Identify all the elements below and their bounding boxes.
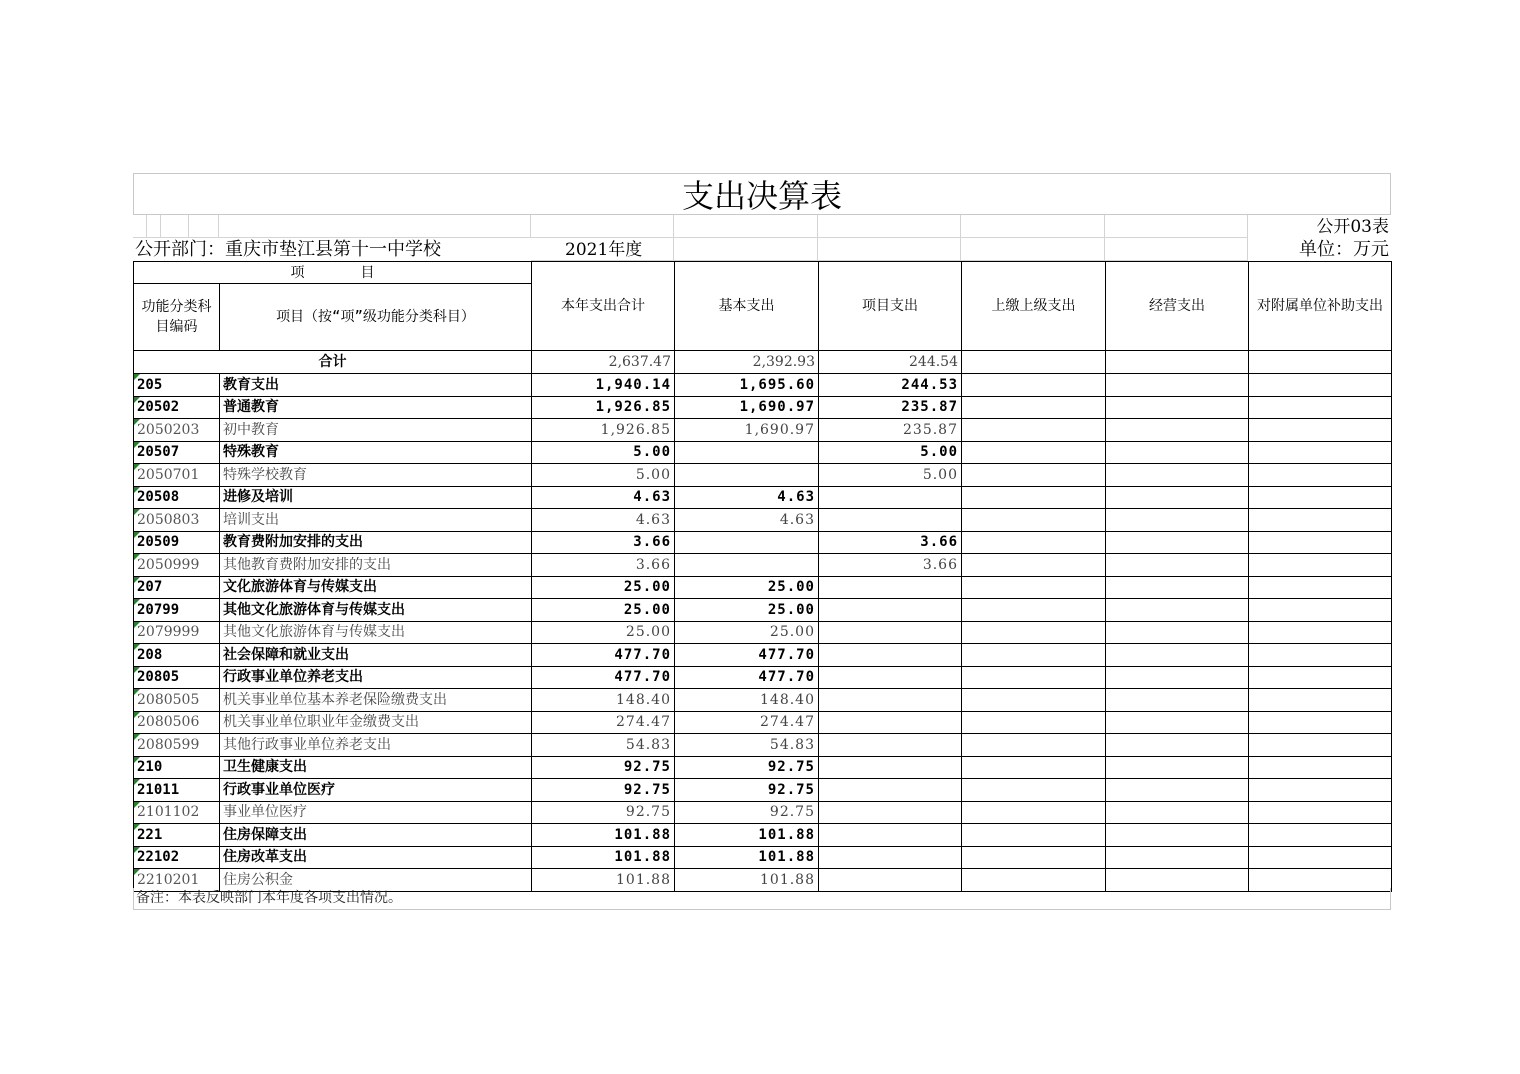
row-project — [819, 576, 962, 599]
row-subsidy — [1249, 396, 1392, 419]
total-upper — [962, 351, 1106, 374]
row-name: 事业单位医疗 — [220, 801, 532, 824]
row-code: 2080505 — [134, 689, 220, 712]
row-upper — [962, 419, 1106, 442]
row-total: 101.88 — [532, 824, 675, 847]
row-total: 5.00 — [532, 441, 675, 464]
table-row — [134, 689, 1392, 712]
row-code: 2101102 — [134, 801, 220, 824]
row-name: 特殊学校教育 — [220, 464, 532, 487]
grid-cell — [189, 215, 219, 238]
row-upper — [962, 486, 1106, 509]
row-business — [1106, 396, 1249, 419]
row-business — [1106, 599, 1249, 622]
row-total: 92.75 — [532, 801, 675, 824]
row-upper — [962, 666, 1106, 689]
row-name: 教育费附加安排的支出 — [220, 531, 532, 554]
row-upper — [962, 756, 1106, 779]
row-basic — [675, 531, 819, 554]
row-basic: 1,690.97 — [675, 419, 819, 442]
row-business — [1106, 756, 1249, 779]
row-project: 3.66 — [819, 554, 962, 577]
row-subsidy — [1249, 599, 1392, 622]
row-code: 207 — [134, 576, 220, 599]
row-upper — [962, 599, 1106, 622]
row-upper — [962, 824, 1106, 847]
header-code: 功能分类科目编码 — [134, 284, 220, 351]
row-basic: 25.00 — [675, 621, 819, 644]
table-row — [134, 509, 1392, 532]
row-upper — [962, 846, 1106, 869]
table-row — [134, 464, 1392, 487]
row-project: 235.87 — [819, 396, 962, 419]
row-business — [1106, 801, 1249, 824]
row-name: 住房保障支出 — [220, 824, 532, 847]
row-project: 235.87 — [819, 419, 962, 442]
header-total: 本年支出合计 — [532, 262, 675, 351]
grid-cell — [961, 238, 1105, 261]
form-number: 公开03表 — [1316, 217, 1389, 237]
department-row — [133, 238, 1391, 261]
row-basic: 101.88 — [675, 869, 819, 892]
row-code: 208 — [134, 644, 220, 667]
row-code: 2050203 — [134, 419, 220, 442]
sheet-title: 支出决算表 — [133, 173, 1391, 215]
row-code: 20508 — [134, 486, 220, 509]
row-code: 20509 — [134, 531, 220, 554]
row-project — [819, 689, 962, 712]
row-project: 244.53 — [819, 374, 962, 397]
row-business — [1106, 419, 1249, 442]
row-upper — [962, 644, 1106, 667]
row-total: 54.83 — [532, 734, 675, 757]
row-total: 5.00 — [532, 464, 675, 487]
row-business — [1106, 689, 1249, 712]
row-total: 4.63 — [532, 486, 675, 509]
row-business — [1106, 779, 1249, 802]
row-name: 机关事业单位基本养老保险缴费支出 — [220, 689, 532, 712]
row-project — [819, 666, 962, 689]
header-subsidy: 对附属单位补助支出 — [1249, 262, 1392, 351]
row-total: 1,940.14 — [532, 374, 675, 397]
table-row — [134, 486, 1392, 509]
table-row — [134, 374, 1392, 397]
form-number-row — [133, 215, 1391, 238]
row-total: 3.66 — [532, 554, 675, 577]
row-subsidy — [1249, 779, 1392, 802]
year-label: 2021年度 — [565, 240, 643, 260]
row-basic: 1,690.97 — [675, 396, 819, 419]
row-basic: 25.00 — [675, 576, 819, 599]
row-subsidy — [1249, 711, 1392, 734]
row-project: 5.00 — [819, 464, 962, 487]
row-total: 477.70 — [532, 666, 675, 689]
row-subsidy — [1249, 441, 1392, 464]
row-business — [1106, 846, 1249, 869]
table-row — [134, 441, 1392, 464]
row-subsidy — [1249, 734, 1392, 757]
header-project: 项 目 — [134, 262, 532, 284]
row-name: 卫生健康支出 — [220, 756, 532, 779]
row-total: 3.66 — [532, 531, 675, 554]
row-upper — [962, 464, 1106, 487]
row-name: 教育支出 — [220, 374, 532, 397]
row-upper — [962, 509, 1106, 532]
row-name: 进修及培训 — [220, 486, 532, 509]
row-total: 92.75 — [532, 779, 675, 802]
row-upper — [962, 374, 1106, 397]
row-code: 20799 — [134, 599, 220, 622]
row-name: 其他教育费附加安排的支出 — [220, 554, 532, 577]
row-subsidy — [1249, 756, 1392, 779]
header-basic: 基本支出 — [675, 262, 819, 351]
row-subsidy — [1249, 666, 1392, 689]
row-upper — [962, 801, 1106, 824]
row-subsidy — [1249, 644, 1392, 667]
row-subsidy — [1249, 509, 1392, 532]
table-row — [134, 576, 1392, 599]
table-row — [134, 734, 1392, 757]
row-code: 22102 — [134, 846, 220, 869]
row-code: 21011 — [134, 779, 220, 802]
row-code: 2079999 — [134, 621, 220, 644]
row-subsidy — [1249, 531, 1392, 554]
row-business — [1106, 576, 1249, 599]
table-row — [134, 644, 1392, 667]
unit-label: 单位：万元 — [1299, 239, 1389, 260]
row-upper — [962, 441, 1106, 464]
row-total: 101.88 — [532, 846, 675, 869]
row-code: 20502 — [134, 396, 220, 419]
row-project — [819, 734, 962, 757]
row-code: 20507 — [134, 441, 220, 464]
row-code: 2050999 — [134, 554, 220, 577]
row-subsidy — [1249, 801, 1392, 824]
table-row — [134, 666, 1392, 689]
row-name: 培训支出 — [220, 509, 532, 532]
row-project — [819, 779, 962, 802]
row-basic: 101.88 — [675, 846, 819, 869]
row-project: 5.00 — [819, 441, 962, 464]
grid-cell — [161, 215, 189, 238]
row-name: 机关事业单位职业年金缴费支出 — [220, 711, 532, 734]
row-business — [1106, 666, 1249, 689]
row-project — [819, 711, 962, 734]
grid-cell — [818, 238, 961, 261]
row-basic: 92.75 — [675, 801, 819, 824]
row-business — [1106, 644, 1249, 667]
table-row — [134, 599, 1392, 622]
row-business — [1106, 554, 1249, 577]
row-project — [819, 756, 962, 779]
row-basic — [675, 554, 819, 577]
row-project — [819, 644, 962, 667]
total-project: 244.54 — [819, 351, 962, 374]
table-row — [134, 756, 1392, 779]
row-total: 1,926.85 — [532, 396, 675, 419]
row-business — [1106, 374, 1249, 397]
row-upper — [962, 734, 1106, 757]
row-total: 1,926.85 — [532, 419, 675, 442]
row-code: 2050803 — [134, 509, 220, 532]
table-row — [134, 779, 1392, 802]
row-project — [819, 801, 962, 824]
row-total: 101.88 — [532, 869, 675, 892]
row-project — [819, 621, 962, 644]
row-name: 其他文化旅游体育与传媒支出 — [220, 599, 532, 622]
row-project — [819, 509, 962, 532]
row-business — [1106, 734, 1249, 757]
row-subsidy — [1249, 486, 1392, 509]
table-row — [134, 621, 1392, 644]
total-amount: 2,637.47 — [532, 351, 675, 374]
row-basic: 274.47 — [675, 711, 819, 734]
row-subsidy — [1249, 419, 1392, 442]
grid-cell — [1105, 238, 1248, 261]
grid-cell — [961, 215, 1105, 238]
table-row — [134, 711, 1392, 734]
row-total: 25.00 — [532, 621, 675, 644]
row-upper — [962, 554, 1106, 577]
total-business — [1106, 351, 1249, 374]
row-upper — [962, 396, 1106, 419]
row-total: 4.63 — [532, 509, 675, 532]
row-total: 25.00 — [532, 576, 675, 599]
row-total: 25.00 — [532, 599, 675, 622]
header-name: 项目（按“项”级功能分类科目） — [220, 284, 532, 351]
row-business — [1106, 824, 1249, 847]
row-total: 274.47 — [532, 711, 675, 734]
row-name: 社会保障和就业支出 — [220, 644, 532, 667]
row-basic — [675, 441, 819, 464]
expenditure-table — [133, 261, 1392, 892]
table-row — [134, 419, 1392, 442]
row-total: 92.75 — [532, 756, 675, 779]
row-code: 221 — [134, 824, 220, 847]
table-row — [134, 846, 1392, 869]
row-subsidy — [1249, 846, 1392, 869]
row-basic: 477.70 — [675, 666, 819, 689]
row-name: 其他文化旅游体育与传媒支出 — [220, 621, 532, 644]
row-subsidy — [1249, 824, 1392, 847]
total-label: 合计 — [134, 351, 532, 374]
row-basic: 92.75 — [675, 756, 819, 779]
row-business — [1106, 531, 1249, 554]
row-basic: 92.75 — [675, 779, 819, 802]
row-subsidy — [1249, 464, 1392, 487]
row-code: 2080506 — [134, 711, 220, 734]
total-row — [134, 351, 1392, 374]
row-upper — [962, 531, 1106, 554]
total-subsidy — [1249, 351, 1392, 374]
row-name: 行政事业单位医疗 — [220, 779, 532, 802]
row-business — [1106, 464, 1249, 487]
row-business — [1106, 711, 1249, 734]
grid-cell — [133, 215, 147, 238]
row-name: 住房改革支出 — [220, 846, 532, 869]
row-upper — [962, 779, 1106, 802]
grid-cell — [147, 215, 161, 238]
row-project — [819, 824, 962, 847]
table-row — [134, 531, 1392, 554]
row-project — [819, 846, 962, 869]
row-upper — [962, 689, 1106, 712]
row-business — [1106, 621, 1249, 644]
row-code: 205 — [134, 374, 220, 397]
table-row — [134, 396, 1392, 419]
row-business — [1106, 486, 1249, 509]
row-code: 2050701 — [134, 464, 220, 487]
grid-cell — [219, 215, 531, 238]
row-total: 148.40 — [532, 689, 675, 712]
row-name: 特殊教育 — [220, 441, 532, 464]
row-name: 普通教育 — [220, 396, 532, 419]
row-code: 20805 — [134, 666, 220, 689]
row-basic: 148.40 — [675, 689, 819, 712]
row-subsidy — [1249, 374, 1392, 397]
row-project — [819, 486, 962, 509]
row-business — [1106, 509, 1249, 532]
grid-cell — [531, 215, 674, 238]
table-row — [134, 554, 1392, 577]
row-upper — [962, 711, 1106, 734]
grid-cell — [818, 215, 961, 238]
grid-cell — [674, 238, 818, 261]
row-upper — [962, 621, 1106, 644]
row-name: 行政事业单位养老支出 — [220, 666, 532, 689]
row-project — [819, 599, 962, 622]
department-label: 公开部门：重庆市垫江县第十一中学校 — [135, 239, 441, 260]
row-project: 3.66 — [819, 531, 962, 554]
row-name: 其他行政事业单位养老支出 — [220, 734, 532, 757]
row-basic: 101.88 — [675, 824, 819, 847]
table-row — [134, 801, 1392, 824]
row-basic — [675, 464, 819, 487]
row-subsidy — [1249, 554, 1392, 577]
row-basic: 4.63 — [675, 509, 819, 532]
total-basic: 2,392.93 — [675, 351, 819, 374]
header-upper: 上缴上级支出 — [962, 262, 1106, 351]
row-name: 文化旅游体育与传媒支出 — [220, 576, 532, 599]
row-basic: 25.00 — [675, 599, 819, 622]
row-business — [1106, 441, 1249, 464]
header-business: 经营支出 — [1106, 262, 1249, 351]
table-note: 备注：本表反映部门本年度各项支出情况。 — [133, 888, 1391, 910]
row-name: 住房公积金 — [220, 869, 532, 892]
row-code: 2080599 — [134, 734, 220, 757]
row-name: 初中教育 — [220, 419, 532, 442]
row-code: 2210201 — [134, 869, 220, 892]
row-subsidy — [1249, 689, 1392, 712]
row-basic: 54.83 — [675, 734, 819, 757]
row-basic: 1,695.60 — [675, 374, 819, 397]
grid-cell — [674, 215, 818, 238]
grid-cell — [1105, 215, 1248, 238]
row-basic: 477.70 — [675, 644, 819, 667]
header-project-exp: 项目支出 — [819, 262, 962, 351]
row-basic: 4.63 — [675, 486, 819, 509]
row-upper — [962, 576, 1106, 599]
row-subsidy — [1249, 621, 1392, 644]
row-subsidy — [1249, 576, 1392, 599]
row-total: 477.70 — [532, 644, 675, 667]
table-row — [134, 824, 1392, 847]
row-code: 210 — [134, 756, 220, 779]
